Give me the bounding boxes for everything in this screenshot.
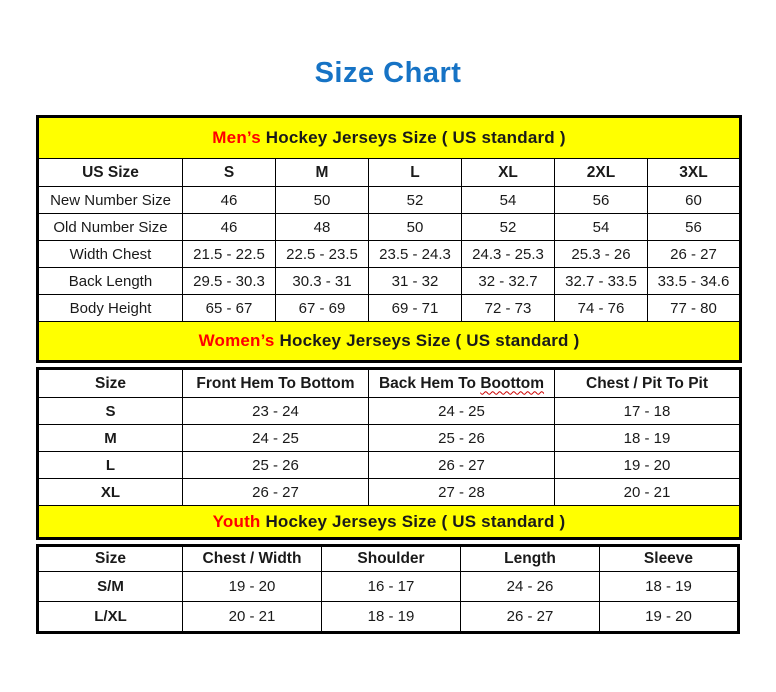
row-label: Width Chest bbox=[38, 241, 183, 268]
size-chart bbox=[36, 115, 740, 634]
column-header: XL bbox=[462, 159, 555, 187]
youth-size-table bbox=[36, 544, 740, 634]
table-row bbox=[38, 602, 739, 633]
page-title: Size Chart bbox=[314, 57, 462, 89]
column-header: 2XL bbox=[555, 159, 648, 187]
value-cell: 46 bbox=[183, 187, 276, 214]
row-label: S bbox=[38, 398, 183, 425]
value-cell: 52 bbox=[462, 214, 555, 241]
value-cell: 25 - 26 bbox=[183, 452, 369, 479]
column-header: Chest / Width bbox=[183, 546, 322, 572]
value-cell: 72 - 73 bbox=[462, 295, 555, 322]
column-header: Chest / Pit To Pit bbox=[555, 369, 741, 398]
value-cell: 50 bbox=[276, 187, 369, 214]
value-cell: 54 bbox=[555, 214, 648, 241]
womens-header-row bbox=[38, 369, 741, 398]
value-cell: 18 - 19 bbox=[600, 572, 739, 602]
column-header: Size bbox=[38, 546, 183, 572]
row-label: XL bbox=[38, 479, 183, 506]
youth-band-rest: Hockey Jerseys Size ( US standard ) bbox=[260, 511, 566, 531]
mens-highlight: Men’s bbox=[212, 128, 261, 147]
value-cell: 48 bbox=[276, 214, 369, 241]
value-cell: 19 - 20 bbox=[183, 572, 322, 602]
row-label: L/XL bbox=[38, 602, 183, 633]
row-label: Back Length bbox=[38, 268, 183, 295]
value-cell: 32.7 - 33.5 bbox=[555, 268, 648, 295]
value-cell: 77 - 80 bbox=[648, 295, 741, 322]
column-header: S bbox=[183, 159, 276, 187]
value-cell: 69 - 71 bbox=[369, 295, 462, 322]
value-cell: 26 - 27 bbox=[369, 452, 555, 479]
value-cell: 18 - 19 bbox=[555, 425, 741, 452]
column-header: US Size bbox=[38, 159, 183, 187]
row-label: M bbox=[38, 425, 183, 452]
table-row bbox=[38, 295, 741, 322]
table-row bbox=[38, 187, 741, 214]
value-cell: 56 bbox=[555, 187, 648, 214]
value-cell: 26 - 27 bbox=[461, 602, 600, 633]
table-row bbox=[38, 241, 741, 268]
table-row bbox=[38, 398, 741, 425]
value-cell: 33.5 - 34.6 bbox=[648, 268, 741, 295]
value-cell: 16 - 17 bbox=[322, 572, 461, 602]
table-row bbox=[38, 268, 741, 295]
value-cell: 22.5 - 23.5 bbox=[276, 241, 369, 268]
womens-size-table bbox=[36, 367, 742, 540]
value-cell: 19 - 20 bbox=[555, 452, 741, 479]
value-cell: 32 - 32.7 bbox=[462, 268, 555, 295]
value-cell: 23.5 - 24.3 bbox=[369, 241, 462, 268]
column-header: Back Hem To Boottom bbox=[369, 369, 555, 398]
column-header: Size bbox=[38, 369, 183, 398]
mens-band-rest: Hockey Jerseys Size ( US standard ) bbox=[260, 128, 566, 147]
value-cell: 65 - 67 bbox=[183, 295, 276, 322]
mens-header-row bbox=[38, 159, 741, 187]
row-label: L bbox=[38, 452, 183, 479]
womens-section-title bbox=[38, 322, 741, 362]
womens-section-band bbox=[38, 322, 741, 362]
value-cell: 26 - 27 bbox=[183, 479, 369, 506]
column-header: Shoulder bbox=[322, 546, 461, 572]
value-cell: 74 - 76 bbox=[555, 295, 648, 322]
value-cell: 56 bbox=[648, 214, 741, 241]
value-cell: 30.3 - 31 bbox=[276, 268, 369, 295]
youth-highlight: Youth bbox=[212, 511, 261, 531]
column-header: Sleeve bbox=[600, 546, 739, 572]
value-cell: 19 - 20 bbox=[600, 602, 739, 633]
value-cell: 17 - 18 bbox=[555, 398, 741, 425]
value-cell: 25.3 - 26 bbox=[555, 241, 648, 268]
row-label: S/M bbox=[38, 572, 183, 602]
column-header: Front Hem To Bottom bbox=[183, 369, 369, 398]
mens-section-band bbox=[38, 117, 741, 159]
table-row bbox=[38, 425, 741, 452]
mens-section-title bbox=[38, 117, 741, 159]
table-row bbox=[38, 479, 741, 506]
table-row bbox=[38, 572, 739, 602]
value-cell: 26 - 27 bbox=[648, 241, 741, 268]
value-cell: 27 - 28 bbox=[369, 479, 555, 506]
column-header: L bbox=[369, 159, 462, 187]
row-label: Old Number Size bbox=[38, 214, 183, 241]
youth-section-band bbox=[38, 506, 741, 539]
column-header: Length bbox=[461, 546, 600, 572]
value-cell: 31 - 32 bbox=[369, 268, 462, 295]
value-cell: 18 - 19 bbox=[322, 602, 461, 633]
womens-band-rest: Hockey Jerseys Size ( US standard ) bbox=[274, 331, 580, 350]
womens-highlight: Women’s bbox=[198, 331, 275, 350]
value-cell: 46 bbox=[183, 214, 276, 241]
misspelled-word: Boottom bbox=[480, 374, 545, 392]
value-cell: 21.5 - 22.5 bbox=[183, 241, 276, 268]
row-label: New Number Size bbox=[38, 187, 183, 214]
table-row bbox=[38, 452, 741, 479]
value-cell: 25 - 26 bbox=[369, 425, 555, 452]
row-label: Body Height bbox=[38, 295, 183, 322]
value-cell: 20 - 21 bbox=[555, 479, 741, 506]
value-cell: 67 - 69 bbox=[276, 295, 369, 322]
youth-section-title bbox=[38, 506, 741, 539]
value-cell: 24 - 25 bbox=[183, 425, 369, 452]
value-cell: 23 - 24 bbox=[183, 398, 369, 425]
value-cell: 60 bbox=[648, 187, 741, 214]
youth-header-row bbox=[38, 546, 739, 572]
table-row bbox=[38, 214, 741, 241]
value-cell: 52 bbox=[369, 187, 462, 214]
value-cell: 24 - 25 bbox=[369, 398, 555, 425]
value-cell: 50 bbox=[369, 214, 462, 241]
column-header: M bbox=[276, 159, 369, 187]
value-cell: 29.5 - 30.3 bbox=[183, 268, 276, 295]
mens-size-table bbox=[36, 115, 742, 363]
value-cell: 24 - 26 bbox=[461, 572, 600, 602]
column-header: 3XL bbox=[648, 159, 741, 187]
value-cell: 20 - 21 bbox=[183, 602, 322, 633]
value-cell: 54 bbox=[462, 187, 555, 214]
value-cell: 24.3 - 25.3 bbox=[462, 241, 555, 268]
